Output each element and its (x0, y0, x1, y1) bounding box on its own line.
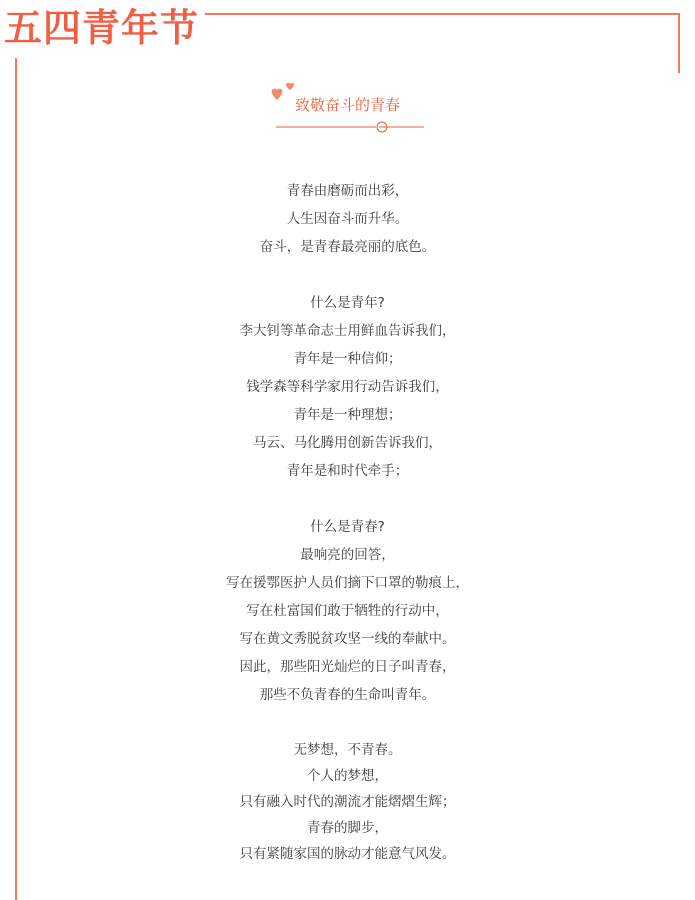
poem-line: 只有融入时代的潮流才能熠熠生辉； (239, 794, 456, 810)
section-subtitle: 致敬奋斗的青春 (294, 96, 400, 114)
poem-line: 奋斗，是青春最亮丽的底色。 (259, 239, 436, 255)
poem-line: 人生因奋斗而升华。 (286, 211, 409, 227)
poem-stanza-1 (0, 177, 695, 261)
poem-stanza-2 (0, 289, 695, 485)
stanza-spacer (0, 485, 695, 513)
poem-line: 写在黄文秀脱贫攻坚一线的奉献中。 (239, 631, 456, 647)
poem-line: 青春由磨砺而出彩， (286, 183, 409, 199)
poem-line: 写在杜富国们敢于牺牲的行动中， (246, 603, 449, 619)
poem-line: 那些不负青春的生命叫青年。 (259, 687, 436, 703)
poem-line: 青年是一种理想； (293, 407, 402, 423)
poem-line: 青春的脚步， (307, 820, 388, 836)
poem-line: 青年是一种信仰； (293, 351, 402, 367)
poem-line: 个人的梦想， (307, 768, 388, 784)
stanza-spacer (0, 261, 695, 289)
poem-line: 无梦想，不青春。 (293, 742, 402, 758)
poem-stanza-3 (0, 513, 695, 709)
poem-line: 写在援鄂医护人员们摘下口罩的勒痕上， (226, 575, 469, 591)
poem-stanza-4 (0, 737, 695, 867)
subtitle-underline-ornament (276, 120, 424, 134)
poem-line: 马云、马化腾用创新告诉我们， (253, 435, 442, 451)
frame-top-border (205, 13, 679, 15)
poem-line: 青年是和时代牵手； (286, 463, 409, 479)
stanza-spacer (0, 709, 695, 737)
poem-line: 只有紧随家国的脉动才能意气风发。 (239, 846, 456, 862)
poem-line: 最响亮的回答， (300, 547, 395, 563)
poem-line: 什么是青年? (310, 295, 385, 311)
frame-right-border (678, 13, 680, 73)
poem-line: 钱学森等科学家用行动告诉我们， (246, 379, 449, 395)
poem-line: 因此，那些阳光灿烂的日子叫青春， (239, 659, 456, 675)
poem-line: 李大钊等革命志士用鲜血告诉我们， (239, 323, 456, 339)
banner-title: 五四青年节 (4, 6, 200, 50)
poem-line: 什么是青春? (310, 519, 385, 535)
poem-body (0, 177, 695, 867)
